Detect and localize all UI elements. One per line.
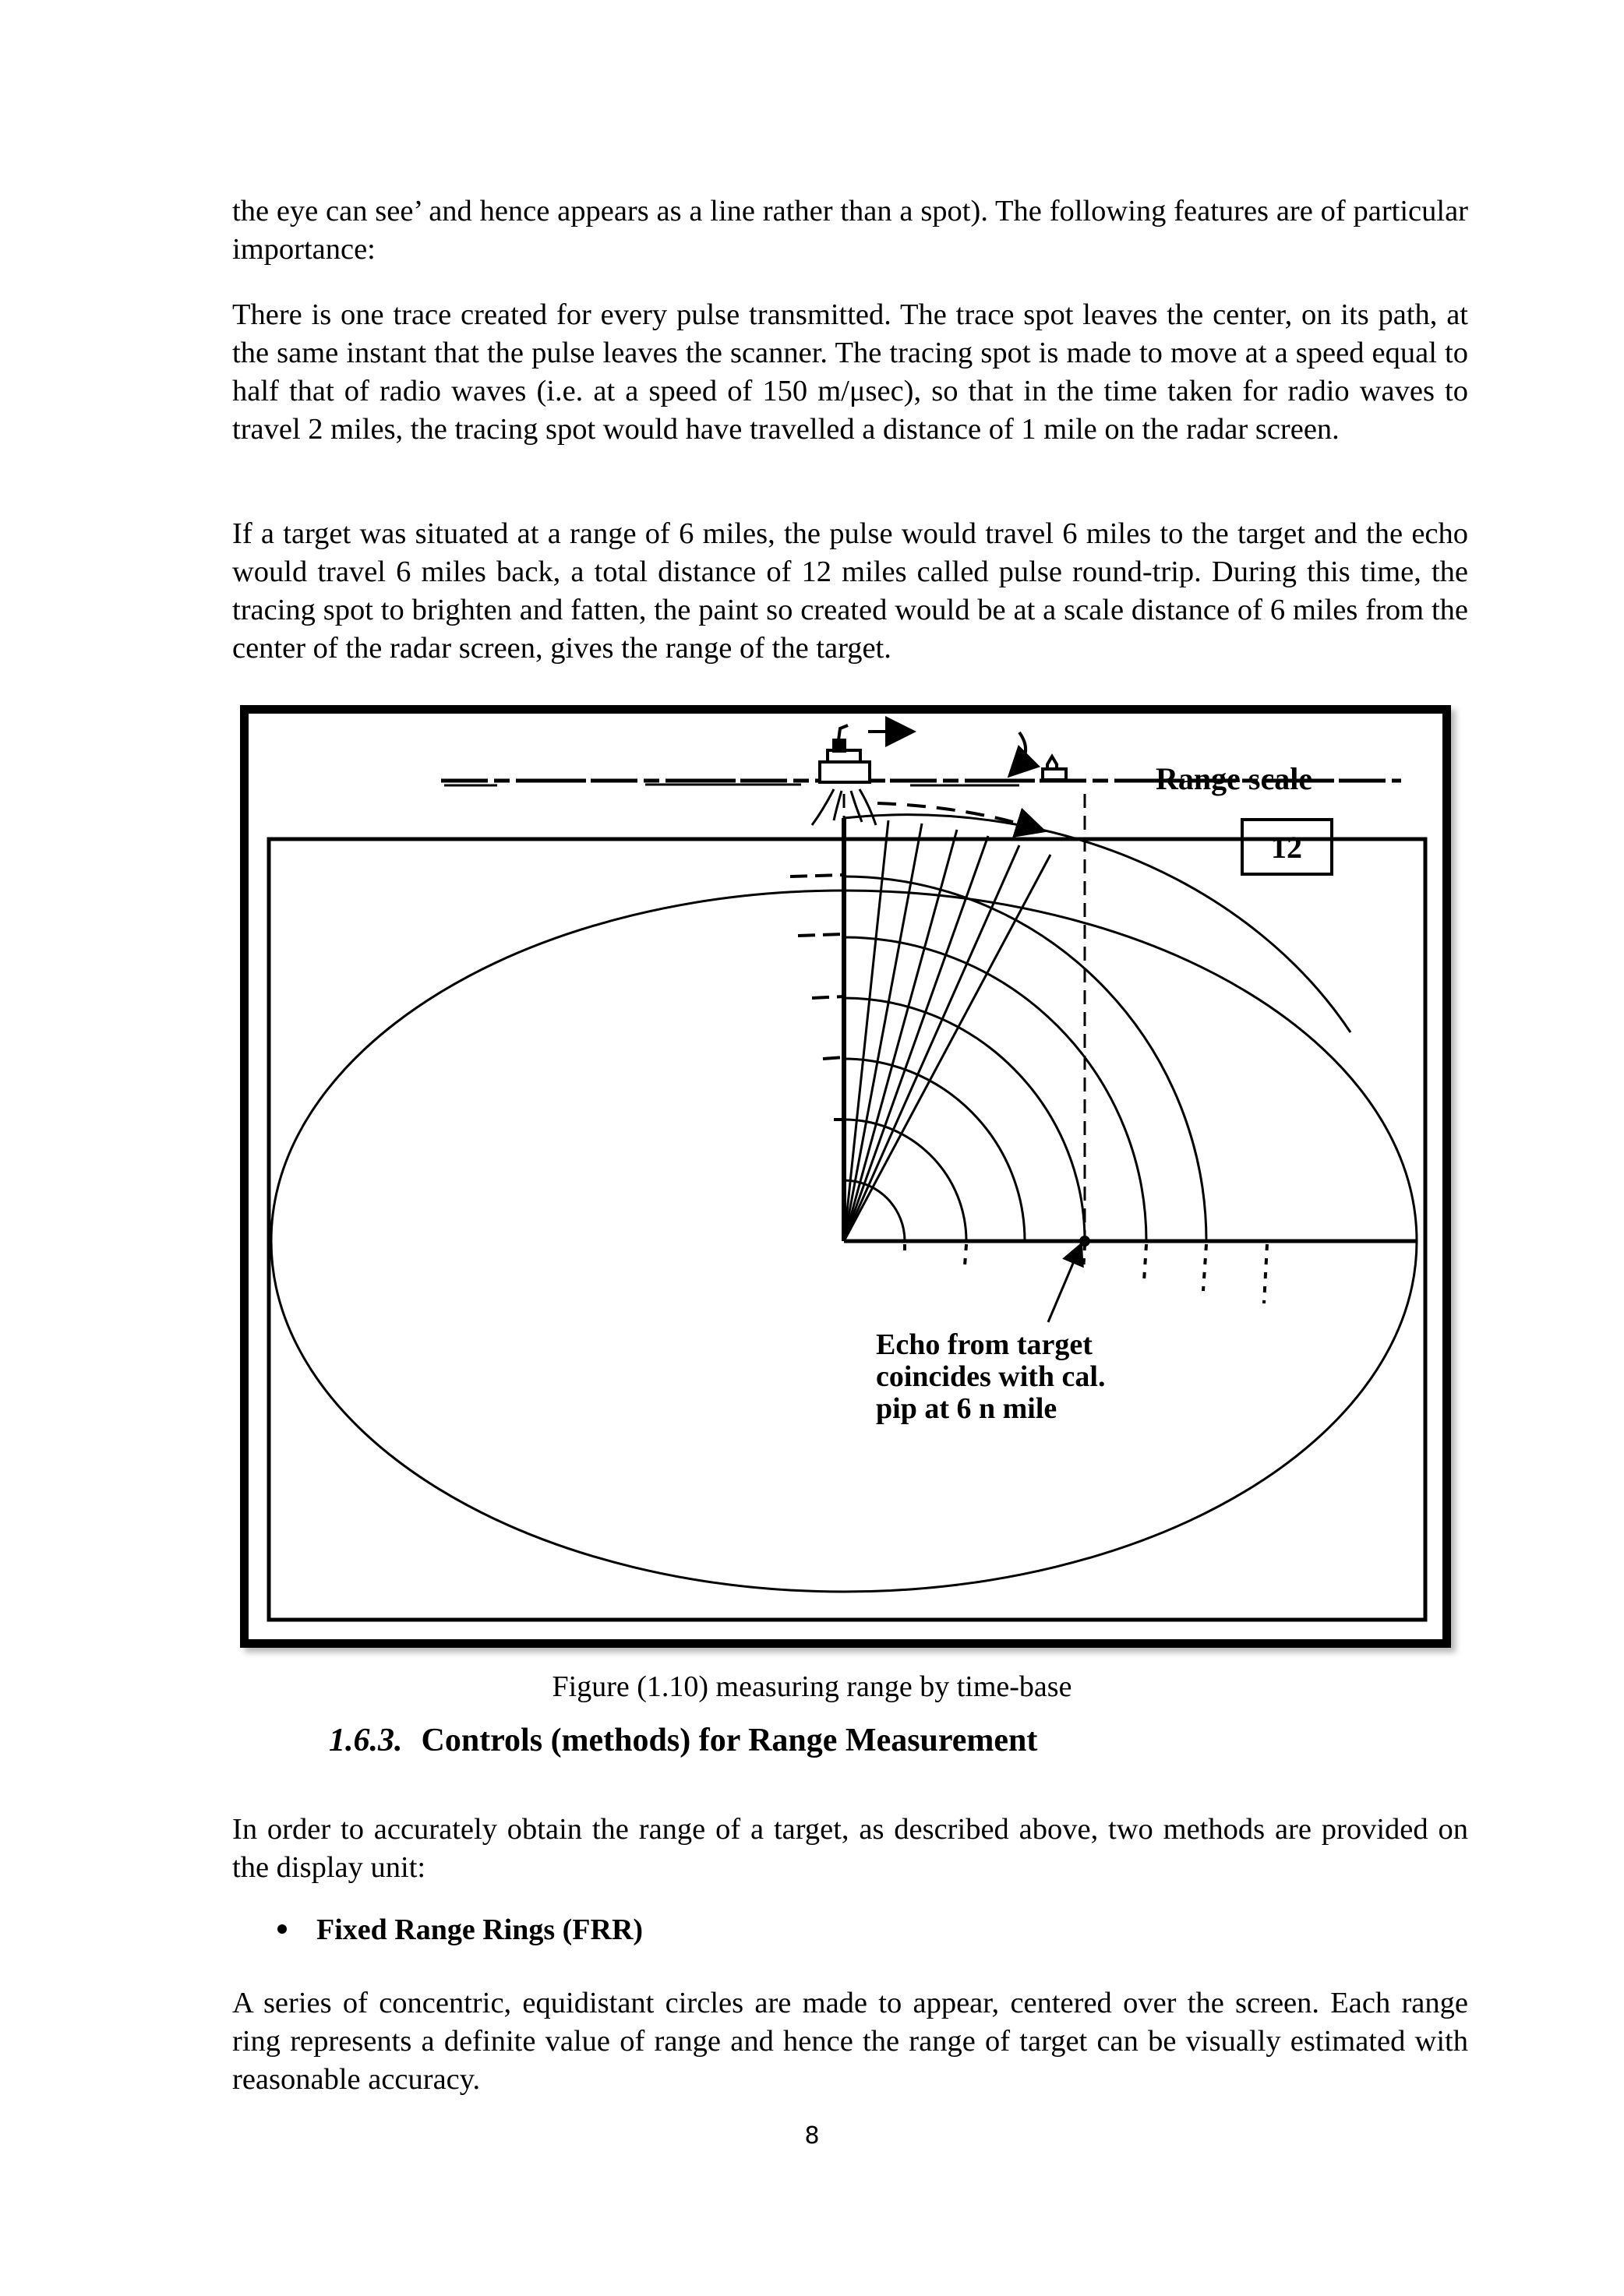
svg-text:pip at 6 n mile: pip at 6 n mile — [876, 1392, 1057, 1425]
svg-text:Echo from target: Echo from target — [876, 1328, 1093, 1361]
bullet-label: Fixed Range Rings (FRR) — [316, 1913, 644, 1946]
range-scale-value: 12 — [1271, 830, 1302, 865]
bullet-fixed-range-rings — [277, 1913, 643, 1947]
figure-range-time-base — [240, 705, 1451, 1648]
section-heading — [329, 1722, 1037, 1759]
bullet-icon — [277, 1924, 287, 1934]
paragraph-frr-description: A series of concentric, equidistant circles are made to appear, centered over the screen. Each range ring represents a definite value of range and hence the range of target can be visually estimated with reasonable accuracy. — [232, 1987, 1468, 2096]
range-scale-label: Range scale — [1156, 761, 1313, 796]
section-title: Controls (methods) for Range Measurement — [421, 1723, 1038, 1758]
figure-caption: Figure (1.10) measuring range by time-base — [552, 1670, 1072, 1703]
svg-text:.: . — [614, 1584, 615, 1585]
paragraph-methods-intro: In order to accurately obtain the range of a target, as described above, two methods are provided on the display unit: — [232, 1813, 1468, 1884]
paragraph-intro-continuation: the eye can see’ and hence appears as a line rather than a spot). The following features are of particular importance: — [232, 195, 1468, 266]
paragraph-trace-description: There is one trace created for every pulse transmitted. The trace spot leaves the center, on its path, at the same instant that the pulse leaves the scanner. The tracing spot is made to move at a speed equal to half that of radio waves (i.e. at a speed of 150 m/μsec), so that in the time taken for radio waves to travel 2 miles, the tracing spot would have travelled a distance of 1 mile on the radar screen. — [232, 298, 1468, 446]
section-number: 1.6.3. — [329, 1723, 403, 1758]
page-number: 8 — [804, 2122, 820, 2150]
paragraph-target-range-example: If a target was situated at a range of 6 miles, the pulse would travel 6 miles to the target and the echo would travel 6 miles back, a total distance of 12 miles called pulse round-trip. During this time, the tracing spot to brighten and fatten, the paint so created would be at a scale distance of 6 miles from the center of the radar screen, gives the range of the target. — [232, 517, 1468, 665]
target-echo-dot — [1079, 1236, 1090, 1247]
svg-text:coincides with cal.: coincides with cal. — [876, 1360, 1106, 1393]
